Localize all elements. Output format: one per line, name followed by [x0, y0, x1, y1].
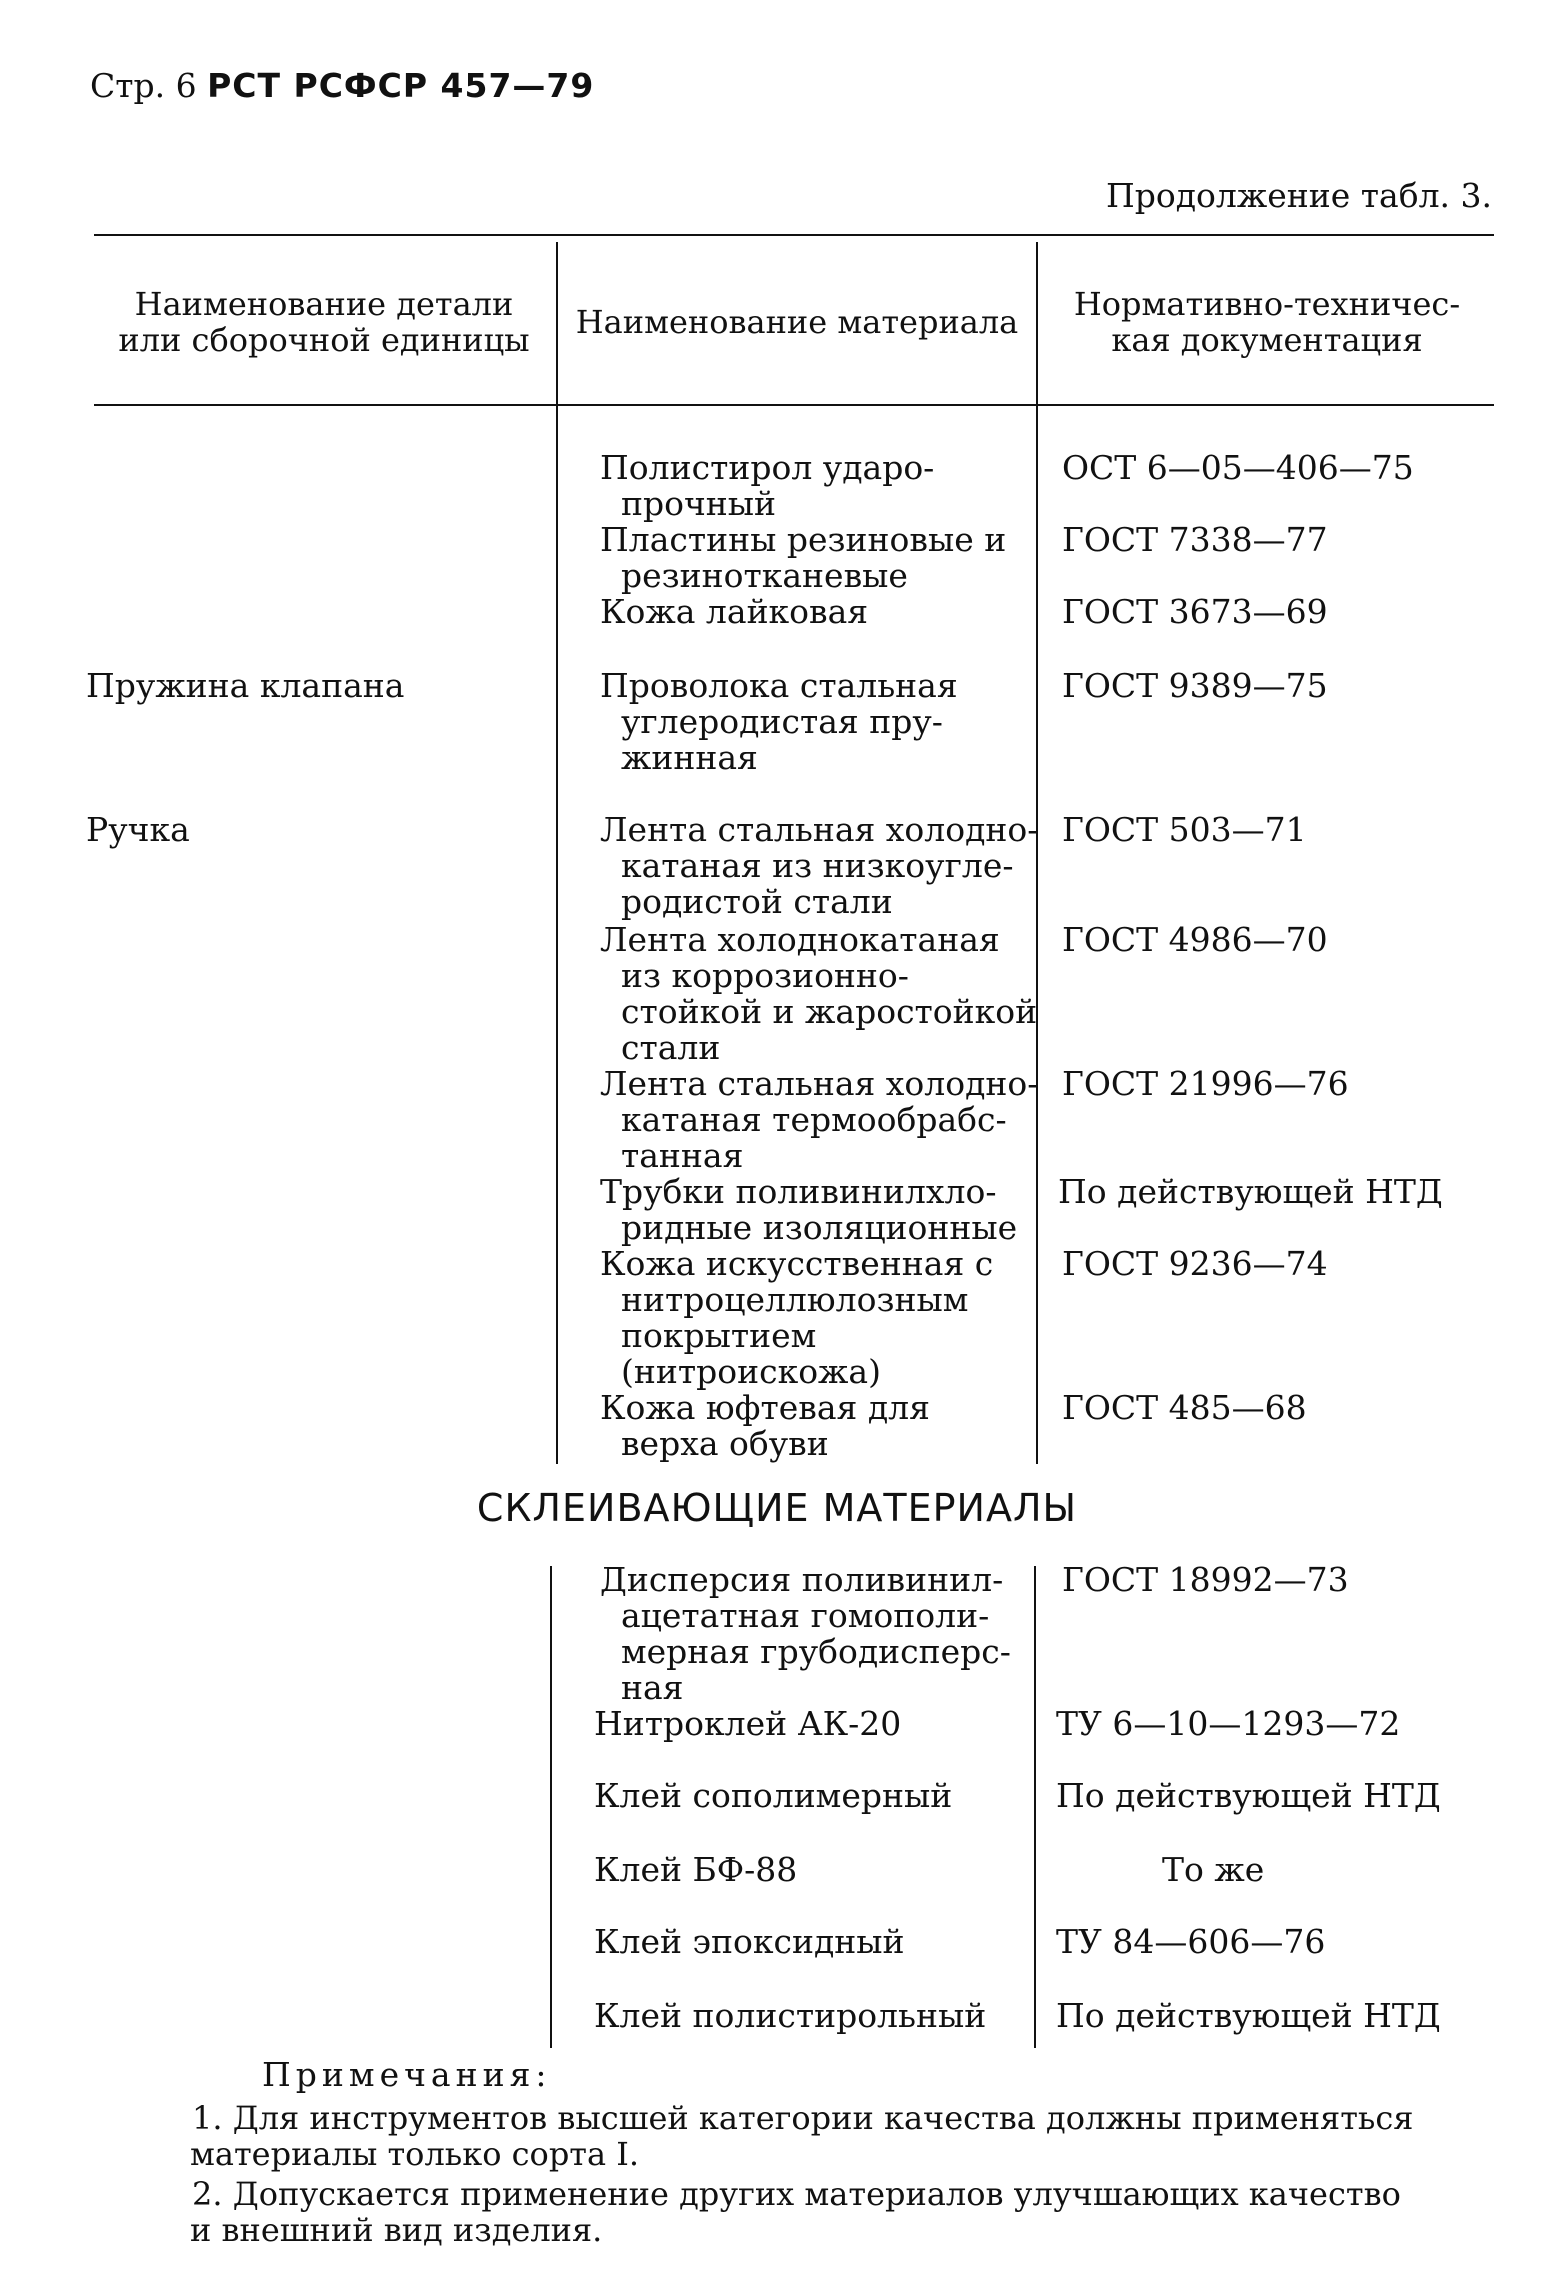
table-row-standard: ГОСТ 3673—69: [1062, 592, 1328, 631]
glue-row-material: Нитроклей АК-20: [594, 1704, 902, 1743]
glue-row-standard: ТУ 84—606—76: [1056, 1922, 1326, 1961]
glue-row-standard: По действующей НТД: [1056, 1776, 1441, 1815]
table-row-material: Кожа искусственная с нитроцеллюлозным покрытием (нитроискожа): [600, 1244, 994, 1391]
running-head: [90, 66, 594, 105]
note-item: [192, 2176, 1401, 2248]
glue-row-material: Дисперсия поливинил- ацетатная гомополи- мерная грубодисперс- ная: [600, 1560, 1011, 1707]
table-row-standard: ГОСТ 21996—76: [1062, 1064, 1349, 1103]
table-row-material: Трубки поливинилхло- ридные изоляционные: [600, 1172, 1018, 1247]
table-row-standard: ГОСТ 503—71: [1062, 810, 1307, 849]
column-divider-1: [556, 242, 558, 1464]
note-line: 1. Для инструментов высшей категории качества должны применяться: [192, 2099, 1414, 2137]
table-row-material: Лента стальная холодно- катаная из низкоугле- родистой стали: [600, 810, 1039, 921]
document-code: РСТ РСФСР 457—79: [207, 66, 595, 105]
glue-row-standard: То же: [1162, 1850, 1265, 1889]
table-row-material: Лента стальная холодно- катаная термообрабс- танная: [600, 1064, 1039, 1175]
page-number: Стр. 6: [90, 66, 197, 105]
table-row-standard: ГОСТ 9236—74: [1062, 1244, 1328, 1283]
notes-title: Примечания:: [262, 2055, 552, 2094]
glue-row-material: Клей сополимерный: [594, 1776, 953, 1815]
table-row-standard: ГОСТ 4986—70: [1062, 920, 1328, 959]
header-part: Наименование детали или сборочной единицы: [118, 285, 530, 359]
table-row-part: Пружина клапана: [86, 666, 405, 705]
table-row-standard: ОСТ 6—05—406—75: [1062, 448, 1414, 487]
glue-column-divider-2: [1034, 1566, 1036, 2048]
glue-row-standard: ГОСТ 18992—73: [1062, 1560, 1349, 1599]
glue-row-standard: ТУ 6—10—1293—72: [1056, 1704, 1401, 1743]
glue-row-standard: По действующей НТД: [1056, 1996, 1441, 2035]
table-row-standard: По действующей НТД: [1058, 1172, 1443, 1211]
table-row-part: Ручка: [86, 810, 190, 849]
glue-row-material: Клей полистирольный: [594, 1996, 987, 2035]
table-row-material: Полистирол ударо- прочный: [600, 448, 935, 523]
table-row-material: Проволока стальная углеродистая пру- жинная: [600, 666, 958, 777]
table-header-rule: [94, 404, 1494, 406]
glue-column-divider-1: [550, 1566, 552, 2048]
table-continuation-label: Продолжение табл. 3.: [1105, 176, 1492, 215]
header-material: Наименование материала: [575, 303, 1019, 341]
note-line: 2. Допускается применение других материалов улучшающих качество: [192, 2175, 1401, 2213]
note-line: материалы только сорта I.: [190, 2135, 640, 2173]
glue-row-material: Клей эпоксидный: [594, 1922, 905, 1961]
table-row-standard: ГОСТ 7338—77: [1062, 520, 1328, 559]
glue-row-material: Клей БФ-88: [594, 1850, 798, 1889]
note-line: и внешний вид изделия.: [190, 2211, 603, 2249]
table-row-standard: ГОСТ 9389—75: [1062, 666, 1328, 705]
table-row-material: Лента холоднокатаная из коррозионно- стойкой и жаростойкой стали: [600, 920, 1038, 1067]
header-standard: Нормативно-техничес- кая документация: [1073, 285, 1461, 359]
note-item: [192, 2100, 1413, 2172]
table-top-rule: [94, 234, 1494, 236]
table-row-material: Кожа юфтевая для верха обуви: [600, 1388, 930, 1463]
section-title-adhesives: СКЛЕИВАЮЩИЕ МАТЕРИАЛЫ: [476, 1486, 1078, 1530]
table-row-material: Кожа лайковая: [600, 592, 869, 631]
table-row-material: Пластины резиновые и резинотканевые: [600, 520, 1007, 595]
table-row-standard: ГОСТ 485—68: [1062, 1388, 1307, 1427]
